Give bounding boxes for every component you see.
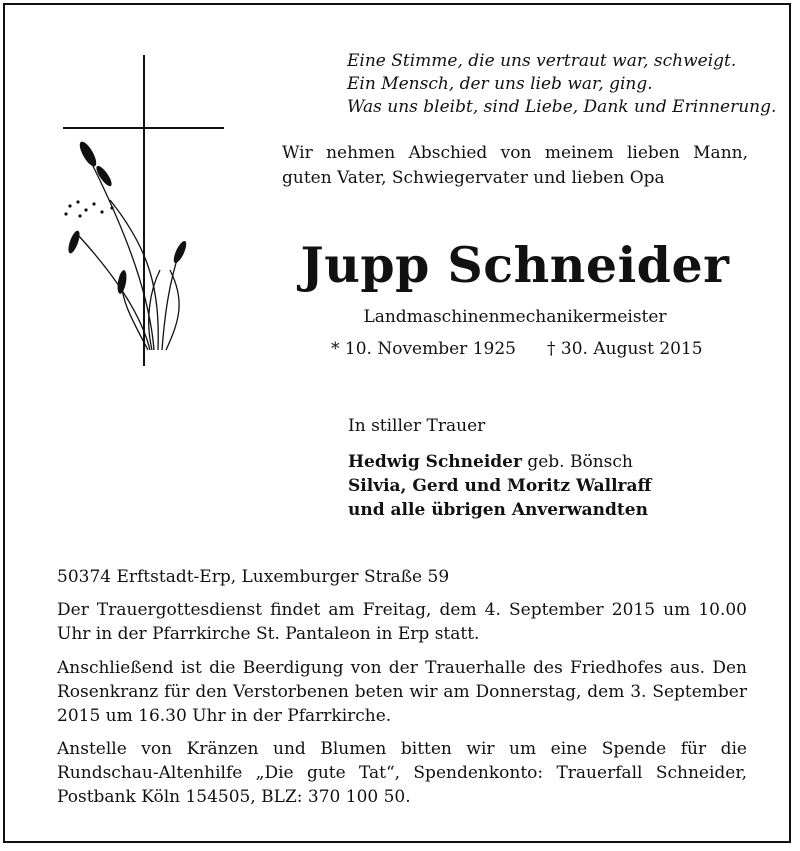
memorial-poem — [347, 50, 776, 119]
mourner-maiden-name: geb. Bönsch — [521, 452, 633, 472]
mourner-name: und alle übrigen Anverwandten — [348, 500, 648, 520]
deceased-profession: Landmaschinenmechanikermeister — [363, 307, 667, 327]
poem-line: Eine Stimme, die uns vertraut war, schweigt. — [347, 51, 737, 71]
mourner-line — [348, 474, 651, 498]
poem-line: Was uns bleibt, sind Liebe, Dank und Erinnerung. — [347, 97, 777, 117]
mourner-name: Silvia, Gerd und Moritz Wallraff — [348, 476, 652, 496]
deceased-name: Jupp Schneider — [300, 236, 730, 294]
farewell-intro: Wir nehmen Abschied von meinem lieben Mann, guten Vater, Schwiegervater und lieben Opa — [282, 143, 748, 188]
service-paragraph: Der Trauergottesdienst findet am Freitag, dem 4. September 2015 um 10.00 Uhr in der Pfarrkirche St. Pantaleon in Erp statt. — [57, 600, 747, 644]
birth-date: * 10. November 1925 — [331, 339, 516, 359]
poem-line: Ein Mensch, der uns lieb war, ging. — [347, 74, 653, 94]
burial-paragraph: Anschließend ist die Beerdigung von der Trauerhalle des Friedhofes aus. Den Rosenkranz für den Verstorbenen beten wir am Donnerstag, dem 3. September 2015 um 16.30 Uhr in der Pfarrkirche. — [57, 658, 747, 726]
mourner-line — [348, 498, 651, 522]
death-date: † 30. August 2015 — [547, 339, 703, 359]
mourner-line — [348, 450, 651, 474]
cross-with-wheat-icon — [50, 50, 230, 370]
address: 50374 Erftstadt-Erp, Luxemburger Straße 59 — [57, 567, 450, 587]
mourning-heading: In stiller Trauer — [348, 416, 486, 436]
mourners-list — [348, 450, 651, 522]
donation-paragraph: Anstelle von Kränzen und Blumen bitten wir um eine Spende für die Rundschau-Altenhilfe „Die gute Tat“, Spendenkonto: Trauerfall Schneider, Postbank Köln 154505, BLZ: 370 100 50. — [57, 739, 747, 807]
mourner-name: Hedwig Schneider — [348, 452, 522, 472]
